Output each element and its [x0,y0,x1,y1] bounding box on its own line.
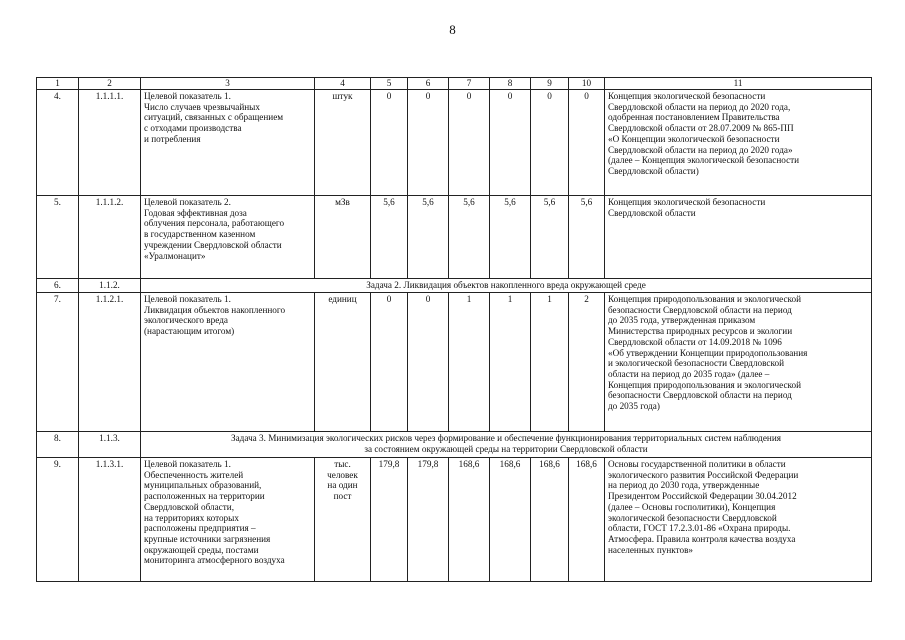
indicator-name-cell: Целевой показатель 1. Обеспеченность жителей муниципальных образований, расположенных на территории Свердловской области, на территориях которых расположены предприятия – крупные источники загрязнения окружающей среды, постами мониторинга атмосферного воздуха [141,458,315,582]
value-cell: 0 [569,90,605,196]
row-number-cell: 5. [37,196,79,279]
value-cell: 168,6 [490,458,531,582]
column-header: 2 [79,78,141,90]
unit-cell: тыс. человек на один пост [315,458,371,582]
value-cell: 168,6 [531,458,569,582]
row-code-cell: 1.1.3.1. [79,458,141,582]
table-row [37,293,872,432]
value-cell: 5,6 [449,196,490,279]
task-row [37,279,872,293]
row-number-cell: 6. [37,279,79,293]
value-cell: 0 [371,293,408,432]
column-header: 3 [141,78,315,90]
value-cell: 2 [569,293,605,432]
row-code-cell: 1.1.1.2. [79,196,141,279]
column-header: 5 [371,78,408,90]
unit-cell: мЗв [315,196,371,279]
row-code-cell: 1.1.1.1. [79,90,141,196]
task-title-cell: Задача 2. Ликвидация объектов накопленного вреда окружающей среде [141,279,872,293]
value-cell: 5,6 [371,196,408,279]
column-header: 7 [449,78,490,90]
task-row [37,432,872,458]
column-number-header-row [37,78,872,90]
row-number-cell: 4. [37,90,79,196]
column-header: 8 [490,78,531,90]
value-cell: 0 [490,90,531,196]
source-cell: Концепция природопользования и экологической безопасности Свердловской области на период до 2035 года, утвержденная приказом Министерства природных ресурсов и экологии Свердловской области от 14.09.2018 № 1096 «Об утверждении Концепции природопользования и экологической безопасности Свердловской области на период до 2035 года» (далее – Концепция природопользования и экологической безопасности Свердловской области на период до 2035 года) [605,293,872,432]
value-cell: 0 [408,90,449,196]
table-row [37,90,872,196]
value-cell: 1 [449,293,490,432]
source-cell: Концепция экологической безопасности Свердловской области [605,196,872,279]
row-code-cell: 1.1.2. [79,279,141,293]
indicator-name-cell: Целевой показатель 1. Ликвидация объектов накопленного экологического вреда (нарастающим итогом) [141,293,315,432]
row-number-cell: 7. [37,293,79,432]
value-cell: 0 [449,90,490,196]
value-cell: 179,8 [371,458,408,582]
source-cell: Основы государственной политики в области экологического развития Российской Федерации на период до 2030 года, утвержденные Президентом Российской Федерации 30.04.2012 (далее – Основы госполитики), Концепция экологической безопасности Свердловской области, ГОСТ 17.2.3.01-86 «Охрана природы. Атмосфера. Правила контроля качества воздуха населенных пунктов» [605,458,872,582]
value-cell: 0 [408,293,449,432]
indicator-name-cell: Целевой показатель 2. Годовая эффективная доза облучения персонала, работающего в государственном казенном учреждении Свердловской области «Уралмонацит» [141,196,315,279]
page-number: 8 [449,22,456,37]
indicator-name-cell: Целевой показатель 1. Число случаев чрезвычайных ситуаций, связанных с обращением с отходами производства и потребления [141,90,315,196]
value-cell: 1 [490,293,531,432]
value-cell: 168,6 [569,458,605,582]
source-cell: Концепция экологической безопасности Свердловской области на период до 2020 года, одобренная постановлением Правительства Свердловской области от 28.07.2009 № 865-ПП «О Концепции экологической безопасности Свердловской области на период до 2020 года» (далее – Концепция экологической безопасности Свердловской области) [605,90,872,196]
row-number-cell: 8. [37,432,79,458]
value-cell: 179,8 [408,458,449,582]
row-code-cell: 1.1.3. [79,432,141,458]
value-cell: 5,6 [531,196,569,279]
value-cell: 1 [531,293,569,432]
indicators-table [36,77,872,582]
column-header: 4 [315,78,371,90]
column-header: 6 [408,78,449,90]
value-cell: 5,6 [490,196,531,279]
task-title-cell: Задача 3. Минимизация экологических рисков через формирование и обеспечение функционирования территориальных систем наблюдения за состоянием окружающей среды на территории Свердловской области [141,432,872,458]
unit-cell: штук [315,90,371,196]
value-cell: 0 [371,90,408,196]
value-cell: 5,6 [408,196,449,279]
column-header: 11 [605,78,872,90]
column-header: 1 [37,78,79,90]
value-cell: 168,6 [449,458,490,582]
unit-cell: единиц [315,293,371,432]
table-row [37,196,872,279]
row-code-cell: 1.1.2.1. [79,293,141,432]
value-cell: 5,6 [569,196,605,279]
value-cell: 0 [531,90,569,196]
column-header: 10 [569,78,605,90]
table-row [37,458,872,582]
column-header: 9 [531,78,569,90]
row-number-cell: 9. [37,458,79,582]
